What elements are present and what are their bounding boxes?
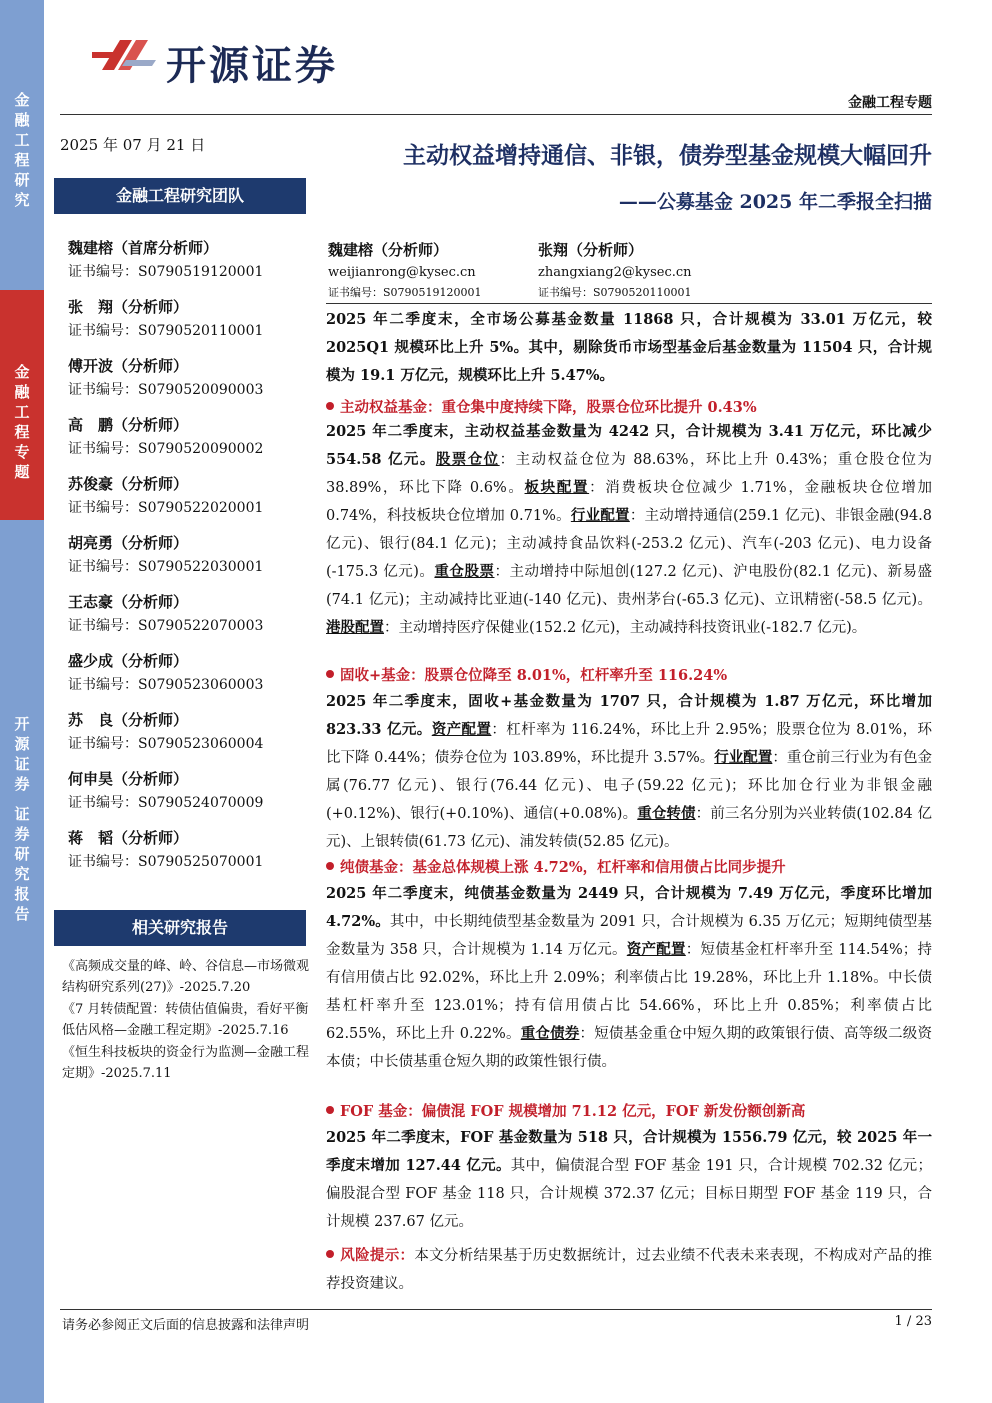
- footer-divider: [60, 1309, 932, 1310]
- analyst-name: 胡亮勇（分析师）: [68, 534, 189, 552]
- section-body-fof: 2025 年二季度末，FOF 基金数量为 518 只，合计规模为 1556.79 亿元，较 2025 年一季度末增加 127.44 亿元。其中，偏债混合型 FOF 基金 191 只，合计规模 702.32 亿元；偏股混合型 FOF 基金 118 只，合计规模 372.37 亿元；目标日期型 FOF 基金 119 只，合计规模 237.67 亿元。: [326, 1129, 932, 1230]
- section-body-active-equity: 2025 年二季度末，主动权益基金数量为 4242 只，合计规模为 3.41 万亿元，环比减少 554.58 亿元。股票仓位：主动权益仓位为 88.63%，环比上升 0.43%；重仓股仓位为 38.89%，环比下降 0.6%。板块配置：消费板块仓位减少 1.71%，金融板块仓位增加 0.74%，科技板块仓位增加 0.71%。行业配置：主动增持通信(259.1 亿元)、非银金融(94.8 亿元)、银行(84.1 亿元)；主动减持食品饮料(-253.2 亿元)、汽车(-203 亿元)、电力设备(-175.3 亿元)。重仓股票：主动增持中际旭创(127.2 亿元)、沪电股份(82.1 亿元)、新易盛(74.1 亿元)；主动减持比亚迪(-140 亿元)、贵州茅台(-65.3 亿元)、立讯精密(-58.5 亿元)。港股配置：主动增持医疗保健业(152.2 亿元)，主动减持科技资讯业(-182.7 亿元)。: [326, 423, 933, 636]
- bullet-icon: [326, 1106, 334, 1114]
- analyst-cert: 证书编号：S0790523060004: [68, 736, 264, 752]
- bullet-icon: [326, 402, 334, 410]
- bullet-icon: [326, 862, 334, 870]
- related-report-link[interactable]: 《恒生科技板块的资金行为监测—金融工程定期》-2025.7.11: [62, 1045, 310, 1081]
- analyst-name: 高 鹏（分析师）: [68, 416, 189, 434]
- analyst-cert: 证书编号：S0790524070009: [68, 795, 264, 811]
- analyst-name: 何申昊（分析师）: [68, 770, 189, 788]
- team-label-box: 金融工程研究团队: [54, 178, 306, 214]
- analyst-name: 苏 良（分析师）: [68, 711, 189, 729]
- analyst-name: 盛少成（分析师）: [68, 652, 189, 670]
- related-report-link[interactable]: 《高频成交量的峰、岭、谷信息—市场微观结构研究系列(27)》-2025.7.20: [62, 959, 310, 995]
- analyst-name: 蒋 韬（分析师）: [68, 829, 189, 847]
- analyst-name: 张 翔（分析师）: [68, 298, 189, 316]
- analyst-name: 魏建榕（首席分析师）: [68, 239, 219, 257]
- author-block: [328, 240, 482, 300]
- analyst-cert: 证书编号：S0790523060003: [68, 677, 264, 693]
- analyst-cert: 证书编号：S0790525070001: [68, 854, 264, 870]
- bullet-icon: [326, 670, 334, 678]
- brand-name: 开源证券: [166, 43, 338, 89]
- analyst-name: 傅开波（分析师）: [68, 357, 189, 375]
- report-subtitle: ——公募基金 2025 年二季报全扫描: [618, 191, 932, 213]
- left-sidebar-strip: [0, 0, 44, 1403]
- analyst-cert: 证书编号：S0790520090003: [68, 382, 264, 398]
- report-category: 金融工程专题: [848, 95, 932, 111]
- page-number: 1 / 23: [894, 1314, 932, 1329]
- report-date: 2025 年 07 月 21 日: [60, 136, 206, 154]
- author-name: 张翔（分析师）: [538, 241, 644, 259]
- analyst-name: 苏俊豪（分析师）: [68, 475, 189, 493]
- author-cert: 证书编号：S0790519120001: [328, 286, 482, 299]
- section-heading-pure-bond: 纯债基金：基金总体规模上涨 4.72%，杠杆率和信用债占比同步提升: [326, 856, 932, 880]
- brand-logo-icon: [92, 30, 158, 80]
- risk-warning: 风险提示：本文分析结果基于历史数据统计，过去业绩不代表未来表现，不构成对产品的推荐投资建议。: [326, 1247, 933, 1292]
- section-heading-fixed-income-plus: 固收+基金：股票仓位降至 8.01%，杠杆率升至 116.24%: [326, 664, 932, 688]
- footer-disclaimer[interactable]: 请务必参阅正文后面的信息披露和法律声明: [62, 1318, 310, 1333]
- sidebar-label-red: 金 融 工 程 专 题: [14, 363, 30, 481]
- related-reports-list: [62, 956, 314, 1085]
- header-divider: [60, 114, 932, 115]
- bullet-icon: [326, 1250, 334, 1258]
- related-report-link[interactable]: 《7 月转债配置：转债估值偏贵，看好平衡低估风格—金融工程定期》-2025.7.16: [62, 1002, 309, 1038]
- analyst-cert: 证书编号：S0790522020001: [68, 500, 264, 516]
- section-body-fixed-income-plus: 2025 年二季度末，固收+基金数量为 1707 只，合计规模为 1.87 万亿元，环比增加 823.33 亿元。资产配置：杠杆率为 116.24%，环比上升 2.95%；股票仓位为 8.01%，环比下降 0.44%；债券仓位为 103.89%，环比提升 3.57%。行业配置：重仓前三行业为有色金属(76.77 亿元)、银行(76.44 亿元)、电子(59.22 亿元)；环比加仓行业为非银金融(+0.12%)、银行(+0.10%)、通信(+0.08%)。重仓转债：前三名分别为兴业转债(102.84 亿元)、上银转债(61.73 亿元)、浦发转债(52.85 亿元)。: [326, 693, 933, 850]
- report-title: 主动权益增持通信、非银，债券型基金规模大幅回升: [403, 142, 932, 169]
- author-cert: 证书编号：S0790520110001: [538, 286, 692, 299]
- sidebar-label-top: 金 融 工 程 研 究: [14, 91, 30, 209]
- analyst-name: 王志豪（分析师）: [68, 593, 189, 611]
- authors-divider: [326, 303, 932, 304]
- analyst-cert: 证书编号：S0790522030001: [68, 559, 264, 575]
- analyst-cert: 证书编号：S0790519120001: [68, 264, 264, 280]
- related-reports-label-box: 相关研究报告: [54, 910, 306, 946]
- sidebar-label-bottom: 开 源 证 券 证 券 研 究 报 告: [14, 715, 30, 923]
- analyst-cert: 证书编号：S0790522070003: [68, 618, 264, 634]
- author-block: [538, 240, 692, 300]
- analyst-cert: 证书编号：S0790520110001: [68, 323, 264, 339]
- author-email[interactable]: weijianrong@kysec.cn: [328, 265, 476, 280]
- section-heading-active-equity: 主动权益基金：重仓集中度持续下降，股票仓位环比提升 0.43%: [326, 396, 932, 420]
- section-body-pure-bond: 2025 年二季度末，纯债基金数量为 2449 只，合计规模为 7.49 万亿元，季度环比增加 4.72%。其中，中长期纯债型基金数量为 2091 只，合计规模为 6.35 万亿元；短期纯债型基金数量为 358 只，合计规模为 1.14 万亿元。资产配置：短债基金杠杆率升至 114.54%；持有信用债占比 92.02%，环比上升 2.09%；利率债占比 19.28%，环比上升 1.18%。中长债基杠杆率升至 123.01%；持有信用债占比 54.66%，环比上升 0.85%；利率债占比 62.55%，环比上升 0.22%。重仓债券：短债基金重仓中短久期的政策银行债、高等级二级资本债；中长债基重仓短久期的政策性银行债。: [326, 885, 932, 1070]
- section-heading-fof: FOF 基金：偏债混 FOF 规模增加 71.12 亿元，FOF 新发份额创新高: [326, 1100, 932, 1124]
- analyst-list: [68, 236, 318, 885]
- author-name: 魏建榕（分析师）: [328, 241, 449, 259]
- analyst-cert: 证书编号：S0790520090002: [68, 441, 264, 457]
- summary-intro: 2025 年二季度末，全市场公募基金数量 11868 只，合计规模为 33.01 万亿元，较 2025Q1 规模环比上升 5%。其中，剔除货币市场型基金后基金数量为 11504 只，合计规模为 19.1 万亿元，规模环比上升 5.47%。: [326, 311, 932, 384]
- author-email[interactable]: zhangxiang2@kysec.cn: [538, 265, 692, 280]
